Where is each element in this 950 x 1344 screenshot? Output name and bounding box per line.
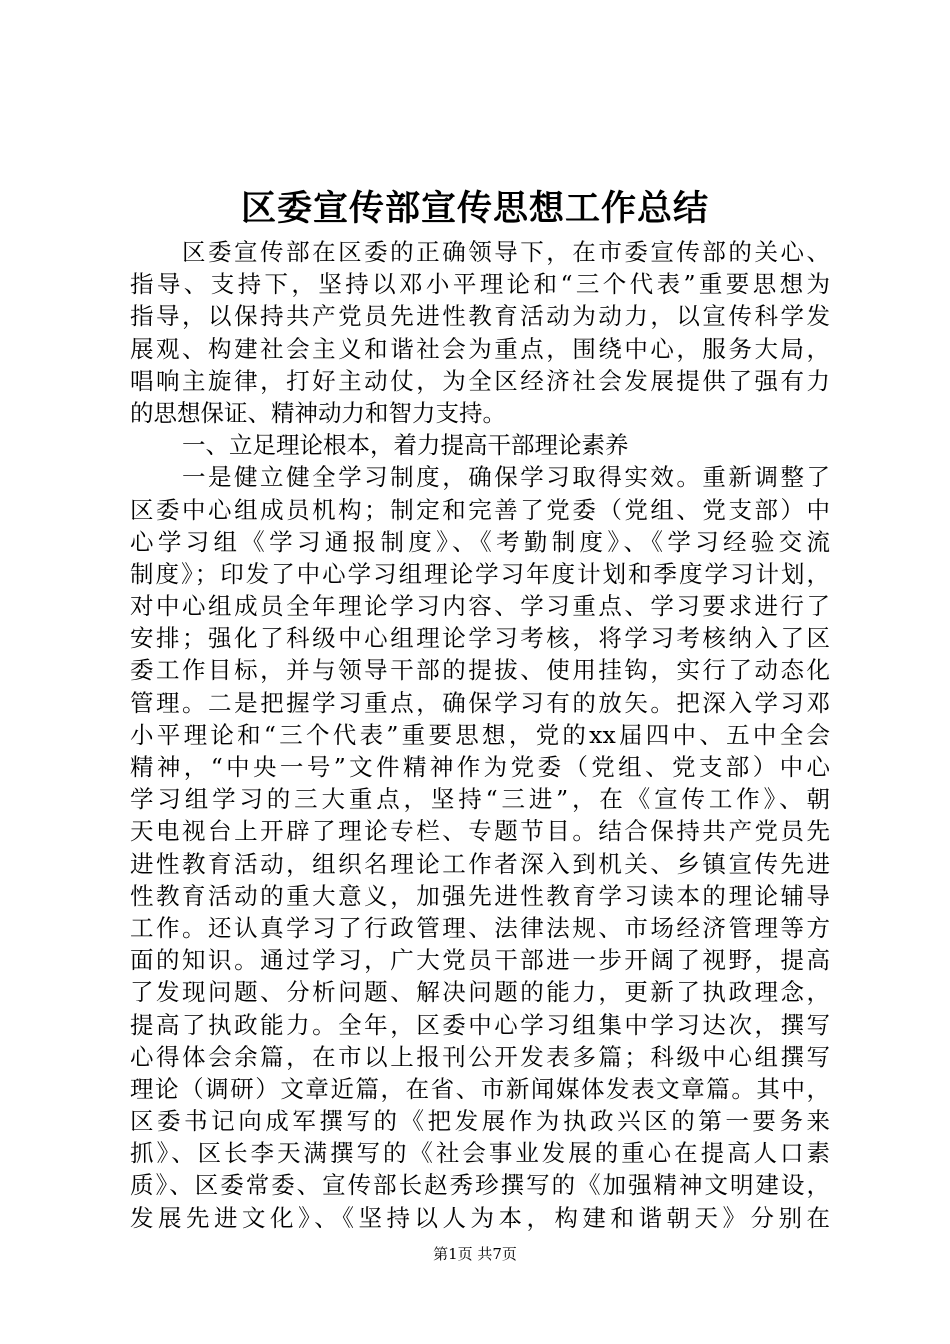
- text-line: 提高了执政能力。全年，区委中心学习组集中学习达次，撰写: [130, 1010, 830, 1039]
- text-line: 精神，“中央一号”文件精神作为党委（党组、党支部）中心: [130, 753, 830, 781]
- text-line: 区委中心组成员机构；制定和完善了党委（党组、党支部）中: [130, 495, 830, 524]
- text-line: 一、立足理论根本，着力提高干部理论素养: [182, 431, 629, 460]
- text-line: 的思想保证、精神动力和智力支持。: [130, 398, 506, 427]
- text-line: 委工作目标，并与领导干部的提拔、使用挂钩，实行了动态化: [130, 656, 830, 685]
- text-line: 工作。还认真学习了行政管理、法律法规、市场经济管理等方: [130, 913, 830, 942]
- text-line: 理论（调研）文章近篇，在省、市新闻媒体发表文章篇。其中，: [130, 1074, 830, 1103]
- text-line: 小平理论和“三个代表”重要思想，党的xx届四中、五中全会: [130, 720, 830, 749]
- text-line: 指导、支持下，坚持以邓小平理论和“三个代表”重要思想为: [130, 270, 830, 299]
- text-line: 天电视台上开辟了理论专栏、专题节目。结合保持共产党员先: [130, 817, 830, 846]
- text-line: 一是健立健全学习制度，确保学习取得实效。重新调整了: [182, 463, 830, 492]
- text-line: 展观、构建社会主义和谐社会为重点，围绕中心，服务大局，: [130, 334, 830, 363]
- text-line: 对中心组成员全年理论学习内容、学习重点、学习要求进行了: [130, 592, 830, 621]
- text-line: 区委书记向成军撰写的《把发展作为执政兴区的第一要务来: [130, 1107, 830, 1136]
- text-line: 学习组学习的三大重点，坚持“三进”，在《宣传工作》、朝: [130, 785, 830, 814]
- document-body: [130, 236, 830, 1234]
- text-line: 面的知识。通过学习，广大党员干部进一步开阔了视野，提高: [130, 946, 830, 975]
- text-line: 发展先进文化》、《坚持以人为本，构建和谐朝天》分别在: [130, 1203, 830, 1232]
- text-line: 管理。二是把握学习重点，确保学习有的放矢。把深入学习邓: [130, 688, 830, 717]
- document-title: 区委宣传部宣传思想工作总结: [240, 188, 709, 229]
- text-line: 制度》；印发了中心学习组理论学习年度计划和季度学习计划，: [130, 559, 830, 588]
- text-line: 质》、区委常委、宣传部长赵秀珍撰写的《加强精神文明建设，: [130, 1171, 830, 1200]
- text-line: 安排；强化了科级中心组理论学习考核，将学习考核纳入了区: [130, 624, 830, 653]
- text-line: 了发现问题、分析问题、解决问题的能力，更新了执政理念，: [130, 978, 830, 1007]
- text-line: 唱响主旋律，打好主动仗，为全区经济社会发展提供了强有力: [130, 366, 830, 395]
- text-line: 进性教育活动，组织名理论工作者深入到机关、乡镇宣传先进: [130, 849, 830, 878]
- text-line: 心学习组《学习通报制度》、《考勤制度》、《学习经验交流: [130, 527, 830, 556]
- text-line: 区委宣传部在区委的正确领导下，在市委宣传部的关心、: [182, 238, 830, 266]
- text-line: 心得体会余篇，在市以上报刊公开发表多篇；科级中心组撰写: [130, 1042, 830, 1071]
- page-footer: 第1页 共7页: [433, 1245, 517, 1263]
- text-line: 指导，以保持共产党员先进性教育活动为动力，以宣传科学发: [130, 302, 830, 331]
- text-line: 性教育活动的重大意义，加强先进性教育学习读本的理论辅导: [130, 881, 830, 910]
- text-line: 抓》、区长李天满撰写的《社会事业发展的重心在提高人口素: [130, 1139, 830, 1168]
